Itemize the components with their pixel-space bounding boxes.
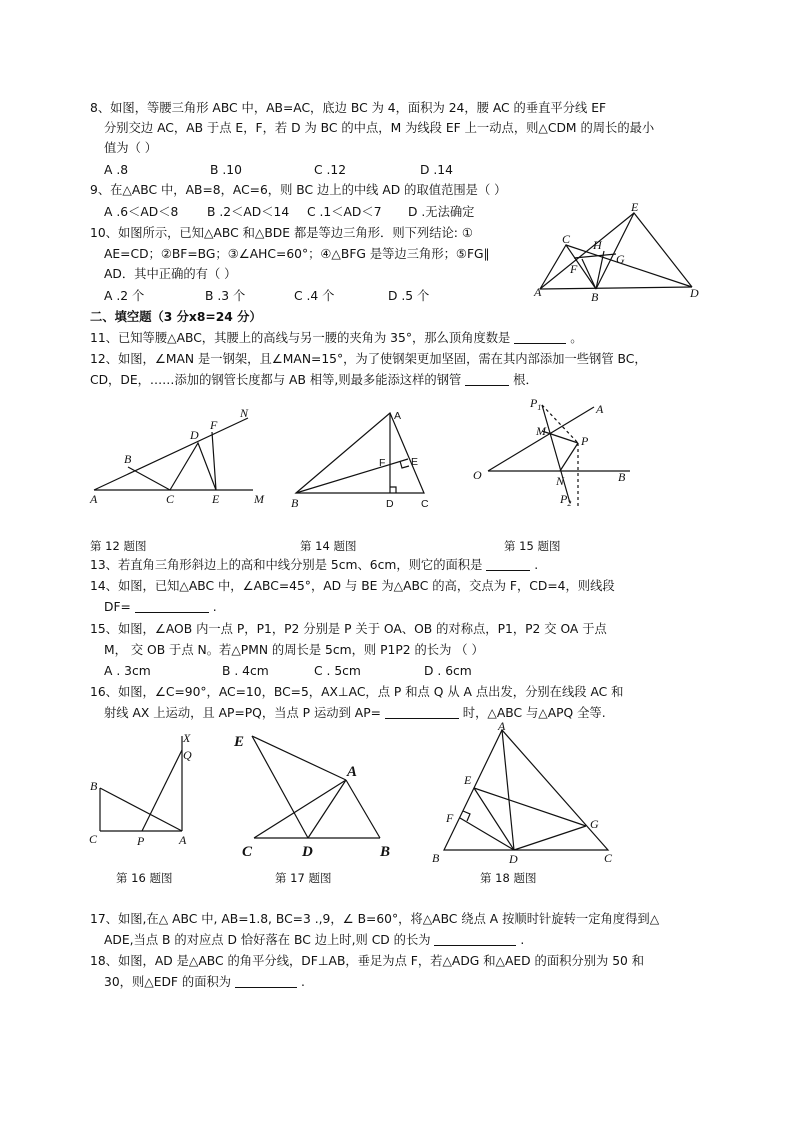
q11-text: 11、已知等腰△ABC，其腰上的高线与另一腰的夹角为 35°，那么顶角度数是 xyxy=(90,331,511,345)
q10-option-a: A .2 个 xyxy=(104,289,145,303)
q13-text: 13、若直角三角形斜边上的高和中线分别是 5cm、6cm，则它的面积是 xyxy=(90,558,483,572)
fig12-label-d: D xyxy=(190,428,199,442)
q17-answer-blank[interactable] xyxy=(434,931,516,946)
fig14-label-d: D xyxy=(386,498,394,510)
fig15-label-p2: $P_2$ xyxy=(560,492,572,508)
q16-line2 xyxy=(104,703,606,723)
q13-answer-blank[interactable] xyxy=(486,556,530,571)
q12-line2 xyxy=(90,370,538,390)
q17-text: ADE,当点 B 的对应点 D 恰好落在 BC 边上时,则 CD 的长为 xyxy=(104,933,431,947)
fig17-label-b: B xyxy=(380,844,391,860)
fig18-label-a: A xyxy=(498,719,506,733)
fig18-label-g: G xyxy=(590,817,599,831)
figure-q18 xyxy=(428,719,618,867)
fig18-label-b: B xyxy=(432,851,440,865)
q15-line2: M， 交 OB 于点 N。若△PMN 的周长是 5cm，则 P1P2 的长为 （ ） xyxy=(104,643,484,657)
fig15-label-p1: $P_1$ xyxy=(530,396,542,412)
q10-option-b: B .3 个 xyxy=(205,289,246,303)
caption-fig17: 第 17 题图 xyxy=(275,871,332,885)
q12-line1: 12、如图，∠MAN 是一钢架，且∠MAN=15°，为了使钢架更加坚固，需在其内部添加一些钢管 BC， xyxy=(90,352,647,366)
q11-answer-blank[interactable] xyxy=(514,329,566,344)
q8-option-b: B .10 xyxy=(210,163,242,177)
q10-option-d: D .5 个 xyxy=(388,289,430,303)
q9-option-a: A .6＜AD＜8 xyxy=(104,205,179,219)
figure-q17 xyxy=(230,728,405,863)
fig16-label-a: A xyxy=(179,833,187,847)
fig15-label-b: B xyxy=(618,470,626,484)
q17-line1: 17、如图,在△ ABC 中, AB=1.8, BC=3 .,9，∠ B=60°，将△ABC 绕点 A 按顺时针旋转一定角度得到△ xyxy=(90,912,660,926)
fig14-label-e: E xyxy=(411,456,419,468)
q18-line2 xyxy=(104,972,305,992)
q16-line1: 16、如图，∠C=90°，AC=10，BC=5，AX⊥AC，点 P 和点 Q 从 A 点出发，分别在线段 AC 和 xyxy=(90,685,624,699)
q17-end: . xyxy=(520,933,525,947)
fig12-label-n: N xyxy=(240,406,249,420)
fig16-label-c: C xyxy=(89,832,98,846)
fig17-label-d: D xyxy=(302,844,313,860)
fig14-label-a: A xyxy=(394,410,402,422)
fig15-label-n: N xyxy=(556,474,565,488)
caption-fig15: 第 15 题图 xyxy=(504,539,561,553)
fig12-label-m: M xyxy=(254,492,264,506)
fig17-label-a: A xyxy=(347,764,358,780)
q12-end: 根． xyxy=(513,373,538,387)
fig14-label-c: C xyxy=(421,498,429,510)
fig16-label-p: P xyxy=(137,834,145,848)
q15-option-b: B . 4cm xyxy=(222,664,269,678)
section-2-title: 二、填空题（3 分x8=24 分） xyxy=(90,310,262,324)
fig18-label-f: F xyxy=(446,811,454,825)
q9-option-c: C .1＜AD＜7 xyxy=(307,205,382,219)
q9-option-b: B .2＜AD＜14 xyxy=(207,205,290,219)
fig10-label-e: E xyxy=(631,200,639,214)
fig12-label-a: A xyxy=(90,492,98,506)
figure-q12 xyxy=(88,405,278,505)
q10-option-c: C .4 个 xyxy=(294,289,335,303)
fig16-label-b: B xyxy=(90,779,98,793)
fig12-label-e: E xyxy=(212,492,220,506)
fig18-label-e: E xyxy=(464,773,472,787)
q8-line2: 分别交边 AC，AB 于点 E，F，若 D 为 BC 的中点，M 为线段 EF 上一动点，则△CDM 的周长的最小 xyxy=(104,121,655,135)
q17-line2 xyxy=(104,930,524,950)
q12-text: CD，DE，……添加的钢管长度都与 AB 相等,则最多能添这样的钢管 xyxy=(90,373,462,387)
figure-q15 xyxy=(470,395,635,515)
q18-answer-blank[interactable] xyxy=(235,973,297,988)
q8-line1: 8、如图，等腰三角形 ABC 中，AB=AC，底边 BC 为 4，面积为 24，腰 AC 的垂直平分线 EF xyxy=(90,101,607,115)
q14-end: . xyxy=(212,600,217,614)
fig10-label-a: A xyxy=(534,285,542,299)
fig10-label-g: G xyxy=(616,252,625,266)
fig15-label-a: A xyxy=(596,402,604,416)
fig10-label-c: C xyxy=(562,232,571,246)
q15-line1: 15、如图，∠AOB 内一点 P，P1，P2 分别是 P 关于 OA、OB 的对称点，P1，P2 交 OA 于点 xyxy=(90,622,607,636)
q8-option-a: A .8 xyxy=(104,163,129,177)
fig12-label-b: B xyxy=(124,452,132,466)
q13-line xyxy=(90,555,538,575)
fig12-label-c: C xyxy=(166,492,175,506)
q8-option-d: D .14 xyxy=(420,163,453,177)
fig14-label-f: F xyxy=(379,457,386,469)
fig14-label-b: B xyxy=(291,496,299,510)
q12-answer-blank[interactable] xyxy=(465,371,509,386)
q8-option-c: C .12 xyxy=(314,163,347,177)
q11-line xyxy=(90,328,583,348)
fig15-label-o: O xyxy=(473,468,482,482)
fig10-label-h: H xyxy=(593,238,602,252)
fig16-label-q: Q xyxy=(183,748,192,762)
fig16-label-x: X xyxy=(183,731,191,745)
fig12-label-f: F xyxy=(210,418,218,432)
caption-fig16: 第 16 题图 xyxy=(116,871,173,885)
q14-text: DF= xyxy=(104,600,131,614)
q15-option-a: A . 3cm xyxy=(104,664,151,678)
fig17-label-c: C xyxy=(242,844,253,860)
q8-line3: 值为（ ） xyxy=(104,141,158,155)
q10-line3: AD．其中正确的有（ ） xyxy=(104,267,237,281)
q9-line1: 9、在△ABC 中，AB=8，AC=6，则 BC 边上的中线 AD 的取值范围是（ ） xyxy=(90,183,507,197)
fig17-label-e: E xyxy=(234,734,245,750)
q14-answer-blank[interactable] xyxy=(135,598,209,613)
q11-end: 。 xyxy=(570,331,583,345)
q18-end: . xyxy=(300,975,305,989)
q15-option-c: C . 5cm xyxy=(314,664,361,678)
fig18-label-c: C xyxy=(604,851,613,865)
fig15-label-p: P xyxy=(581,434,589,448)
q14-line2 xyxy=(104,597,217,617)
fig10-label-d: D xyxy=(690,286,699,300)
fig10-label-b: B xyxy=(591,290,599,304)
q10-line2: AE=CD；②BF=BG；③∠AHC=60°；④△BFG 是等边三角形；⑤FG∥ xyxy=(104,247,490,261)
q16-answer-blank[interactable] xyxy=(385,704,459,719)
q9-option-d: D .无法确定 xyxy=(408,205,475,219)
q10-line1: 10、如图所示，已知△ABC 和△BDE 都是等边三角形．则下列结论: ① xyxy=(90,226,473,240)
figure-q16 xyxy=(86,728,201,853)
caption-fig14: 第 14 题图 xyxy=(300,539,357,553)
q14-line1: 14、如图，已知△ABC 中，∠ABC=45°，AD 与 BE 为△ABC 的高，交点为 F，CD=4，则线段 xyxy=(90,579,615,593)
caption-fig18: 第 18 题图 xyxy=(480,871,537,885)
figure-q10 xyxy=(530,200,710,304)
caption-fig12: 第 12 题图 xyxy=(90,539,147,553)
q15-option-d: D . 6cm xyxy=(424,664,472,678)
fig15-label-m: M xyxy=(536,424,546,438)
fig10-label-f: F xyxy=(570,262,578,276)
fig18-label-d: D xyxy=(509,852,518,866)
q18-line1: 18、如图，AD 是△ABC 的角平分线，DF⊥AB，垂足为点 F，若△ADG 和△AED 的面积分别为 50 和 xyxy=(90,954,645,968)
figure-q14 xyxy=(288,405,438,510)
q13-end: . xyxy=(534,558,539,572)
q16-text: 射线 AX 上运动，且 AP=PQ，当点 P 运动到 AP= xyxy=(104,706,381,720)
q16-end: 时，△ABC 与△APQ 全等. xyxy=(462,706,606,720)
q18-text: 30，则△EDF 的面积为 xyxy=(104,975,232,989)
